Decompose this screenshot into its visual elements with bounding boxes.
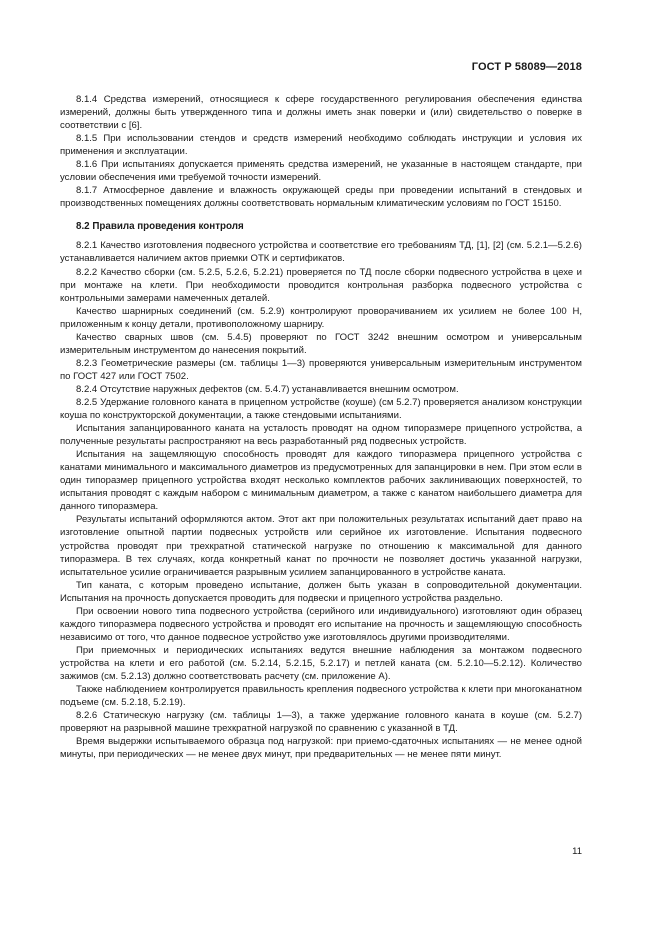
paragraph: При приемочных и периодических испытаниях ведутся внешние наблюдения за монтажом подвесного устройства на клети и его работой (см. 5.2.14, 5.2.15, 5.2.17) и петлей каната (см. 5.2.10—5.2.12). Количество зажимов (см. 5.2.13) должно соответствовать расчету (см. приложение А). [60,644,582,682]
page-number: 11 [572,846,582,857]
paragraph: 8.2.1 Качество изготовления подвесного устройства и соответствие его требованиям ТД, [1], [2] (см. 5.2.1—5.2.6) устанавливается наличием актов приемки ОТК и сертификатов. [60,240,582,265]
paragraph: Тип каната, с которым проведено испытание, должен быть указан в сопроводительной документации. Испытания на прочность допускается проводить для подвески и прицепного устройства раздельно. [60,579,582,604]
section-heading: 8.2 Правила проведения контроля [76,221,244,233]
paragraph: 8.2.5 Удержание головного каната в прицепном устройстве (коуше) (см 5.2.7) проверяется анализом конструкции коуша по конструкторской документации, а также стендовыми испытаниями. [60,396,582,422]
paragraph: 8.1.4 Средства измерений, относящиеся к сфере государственного регулирования обеспечения единства измерений, должны быть утвержденного типа и должны иметь знак поверки и (или) свидетельство о поверке в соответствии с [6]. [60,94,582,132]
paragraph: 8.1.5 При использовании стендов и средств измерений необходимо соблюдать инструкции и условия их применения и эксплуатации. [60,133,582,158]
paragraph: Испытания запанцированного каната на усталость проводят на одном типоразмере прицепного устройства, а полученные результаты распространяют на весь разработанный ряд подвесных устройств. [60,423,582,448]
paragraph: 8.2.3 Геометрические размеры (см. таблицы 1—3) проверяются универсальным измерительным инструментом по ГОСТ 427 или ГОСТ 7502. [60,357,582,382]
document-header [472,61,582,73]
paragraph: Качество сварных швов (см. 5.4.5) проверяют по ГОСТ 3242 внешним осмотром и универсальным измерительным инструментом до нанесения покрытий. [60,331,582,356]
paragraph: 8.2.6 Статическую нагрузку (см. таблицы 1—3), а также удержание головного каната в коуше (см. 5.2.7) проверяют на разрывной машине трехкратной нагрузкой по сравнению с указанной в ТД. [60,710,582,735]
paragraph: Качество шарнирных соединений (см. 5.2.9) контролируют проворачиванием их усилием не более 100 Н, приложенным к концу детали, противоположному шарниру. [60,305,582,330]
paragraph: 8.1.6 При испытаниях допускается применять средства измерений, не указанные в настоящем стандарте, при условии обеспечения ими требуемой точности измерений. [60,159,582,184]
paragraph: Время выдержки испытываемого образца под нагрузкой: при приемо-сдаточных испытаниях — не менее одной минуты, при периодических — не менее двух минут, при предварительных — не менее пяти минут. [60,736,582,761]
document-body [60,93,582,761]
paragraph: 8.2.2 Качество сборки (см. 5.2.5, 5.2.6, 5.2.21) проверяется по ТД после сборки подвесного устройства в цехе и при монтаже на клети. При необходимости проводится контрольная разборка подвесного устройства с контрольными замерами намеченных деталей. [60,266,582,304]
paragraph: Испытания на защемляющую способность проводят для каждого типоразмера прицепного устройства с канатами минимального и максимального диаметров из предусмотренных для запанцировки в нем. При этом если в один типоразмер прицепного устройства входят несколько комплектов рабочих заклинивающих поверхностей, то испытания проводят с каждым набором с минимальным диаметром, а также с канатом наибольшего диаметра для данного типоразмера. [60,449,582,513]
paragraph: Результаты испытаний оформляются актом. Этот акт при положительных результатах испытаний дает право на изготовление опытной партии подвесных устройств или серийное их изготовление. Испытания подвесного устройства проводят при трехкратной статической нагрузке по отношению к максимальной для данного типоразмера. В тех случаях, когда конкретный канат по прочности не позволяет достичь указанной нагрузки, испытательное усилие ограничивается разрывным усилием запанцированного в устройстве каната. [60,514,582,578]
paragraph: При освоении нового типа подвесного устройства (серийного или индивидуального) изготовляют один образец каждого типоразмера подвесного устройства и проводят его испытание на прочность и защемляющую способность независимо от того, что данное подвесное устройство уже изготовлялось другими производителями. [60,605,582,643]
paragraph: 8.1.7 Атмосферное давление и влажность окружающей среды при проведении испытаний в стендовых и производственных помещениях должны соответствовать нормальным климатическим условиям по ГОСТ 15150. [60,185,582,210]
paragraph: Также наблюдением контролируется правильность крепления подвесного устройства к клети при многоканатном подъеме (см. 5.2.18, 5.2.19). [60,684,582,709]
standard-id: ГОСТ Р 58089—2018 [471,61,582,73]
paragraph: 8.2.4 Отсутствие наружных дефектов (см. 5.4.7) устанавливается внешним осмотром. [76,383,459,395]
